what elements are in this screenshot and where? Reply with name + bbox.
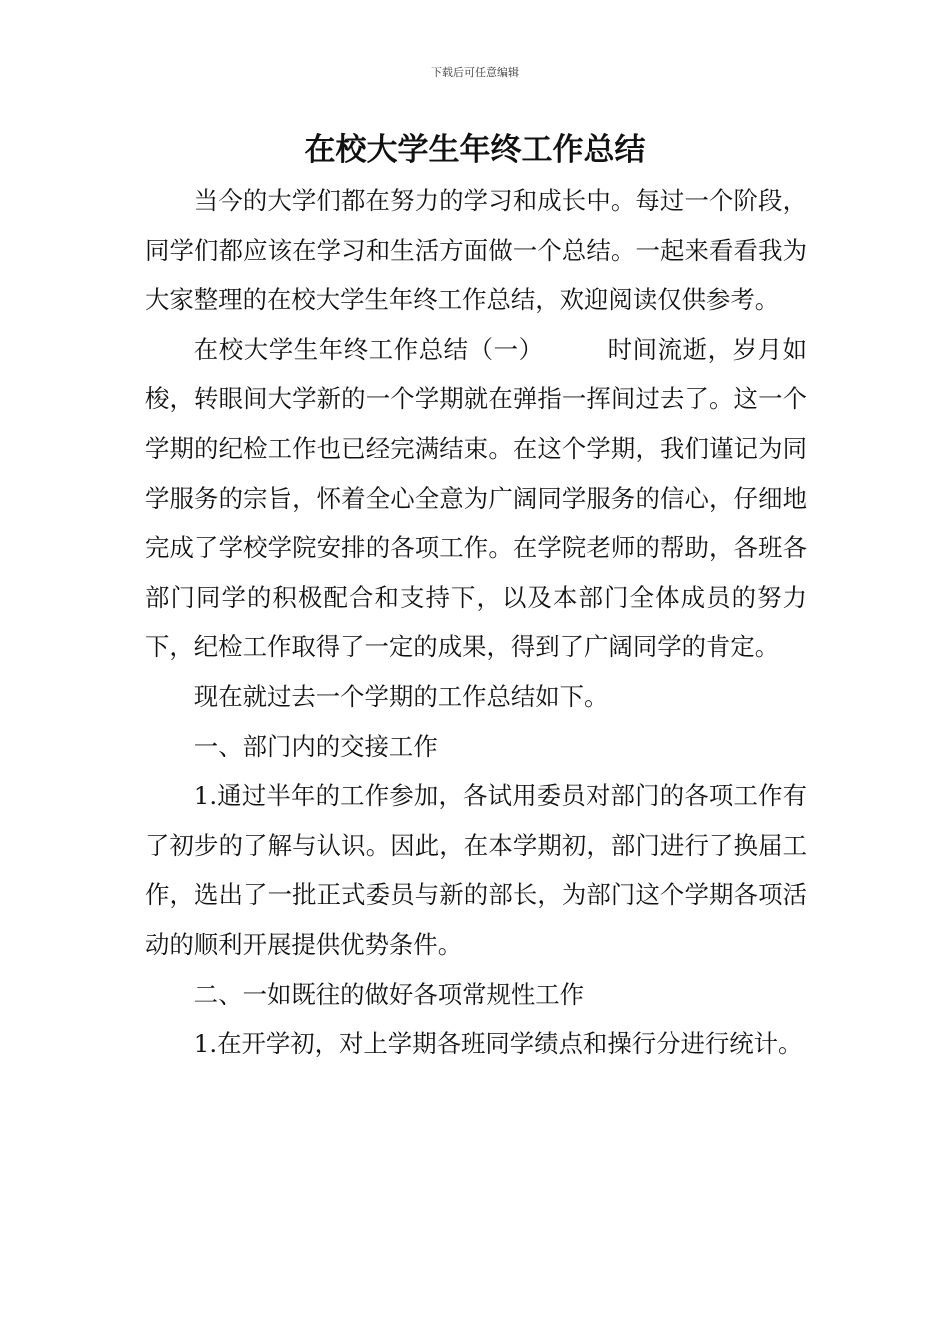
document-title: 在校大学生年终工作总结 — [304, 132, 646, 168]
summary-line: 现在就过去一个学期的工作总结如下。 — [193, 681, 609, 711]
section-1-heading: 在校大学生年终工作总结（一） — [193, 334, 544, 364]
section-1-body: 时间流逝，岁月如梭，转眼间大学新的一个学期就在弹指一挥间过去了。这一个学期的纪检工作也已经完满结束。在这个学期，我们谨记为同学服务的宗旨，怀着全心全意为广阔同学服务的信心，仔细地完成了学校学院安排的各项工作。在学院老师的帮助，各班各部门同学的积极配合和支持下，以及本部门全体成员的努力下，纪检工作取得了一定的成果，得到了广阔同学的肯定。 — [145, 334, 807, 662]
section-1-paragraph — [145, 325, 807, 672]
header-note: 下载后可任意编辑 — [431, 66, 519, 79]
intro-paragraph: 当今的大学们都在努力的学习和成长中。每过一个阶段，同学们都应该在学习和生活方面做一个总结。一起来看看我为大家整理的在校大学生年终工作总结，欢迎阅读仅供参考。 — [145, 186, 807, 315]
part-2-heading: 二、一如既往的做好各项常规性工作 — [193, 979, 585, 1009]
part-2-item-1: 1.在开学初，对上学期各班同学绩点和操行分进行统计。 — [193, 1029, 803, 1059]
part-1-item-1: 1.通过半年的工作参加，各试用委员对部门的各项工作有了初步的了解与认识。因此，在本学期初，部门进行了换届工作，选出了一批正式委员与新的部长，为部门这个学期各项活动的顺利开展提供优势条件。 — [145, 781, 807, 959]
part-1-heading: 一、部门内的交接工作 — [193, 731, 438, 761]
document-body — [145, 176, 807, 1069]
